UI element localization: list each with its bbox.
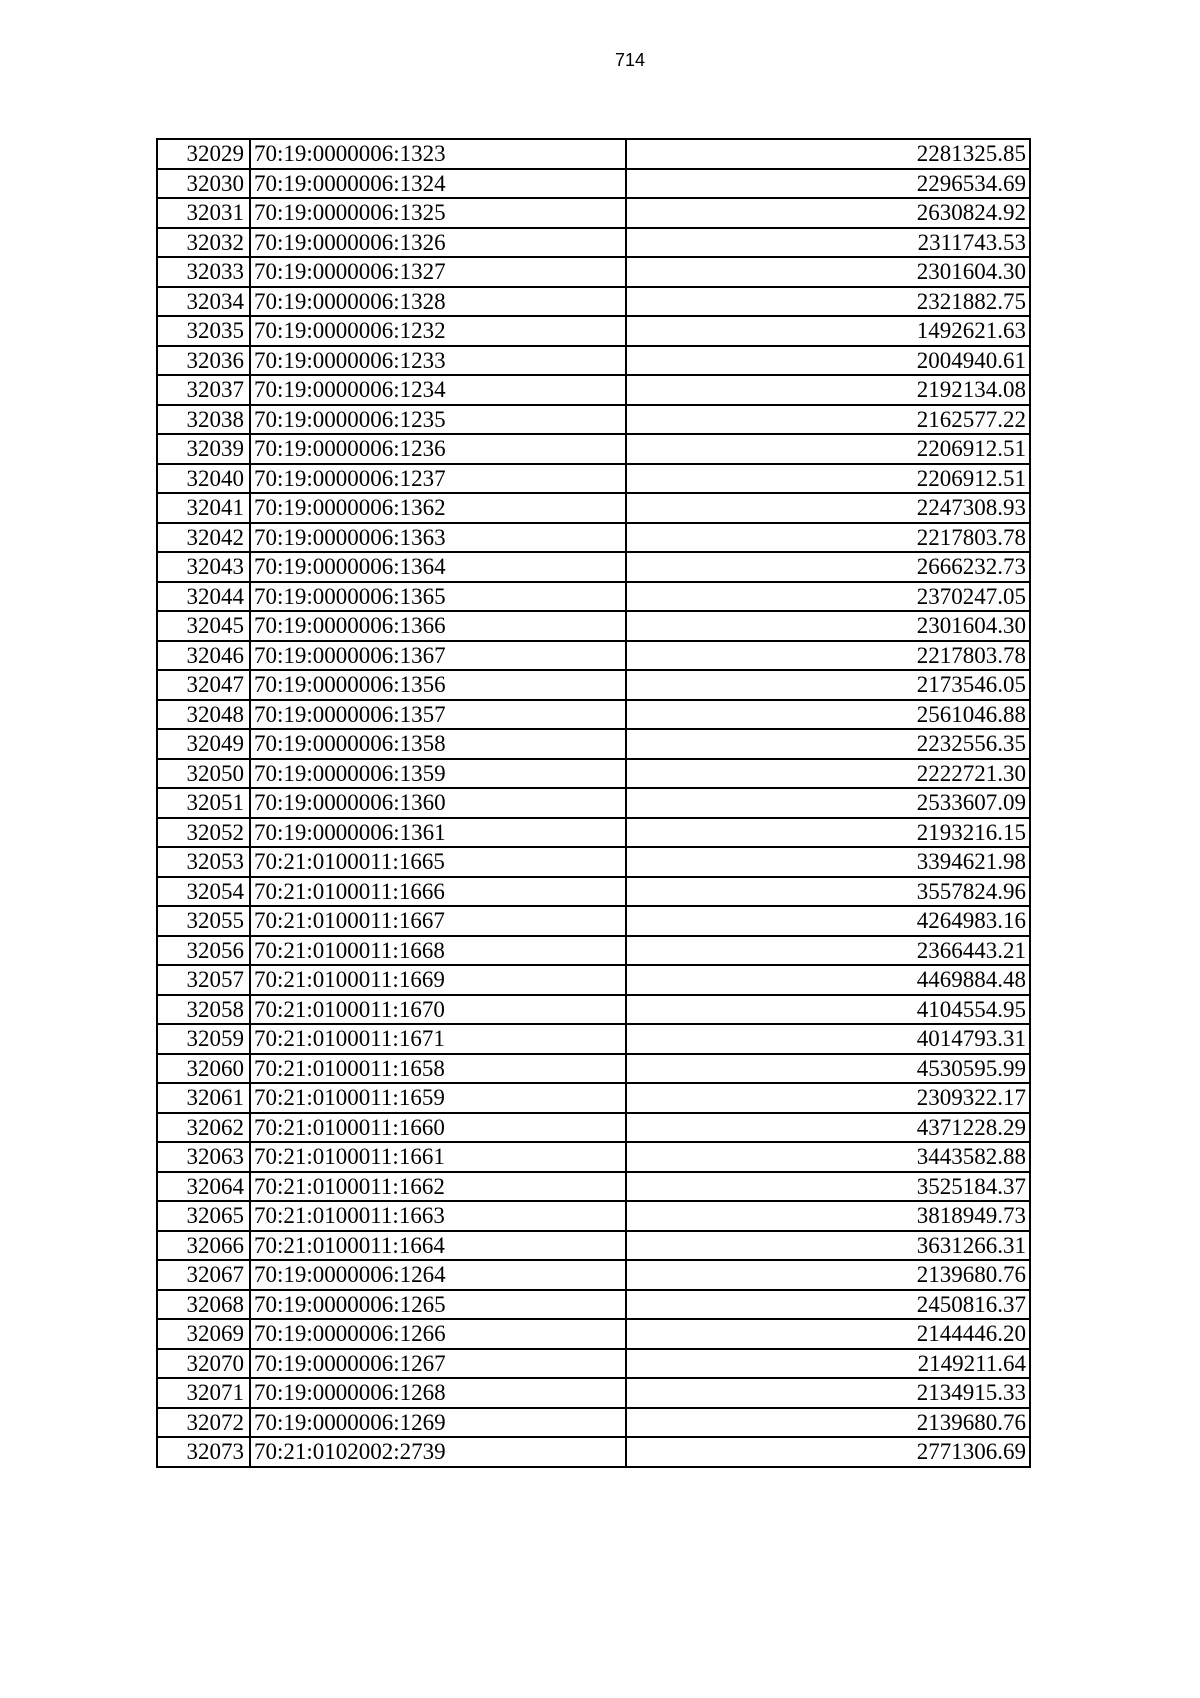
cadastral-number-cell: 70:19:0000006:1367	[250, 641, 626, 671]
row-number-cell: 32042	[157, 523, 250, 553]
table-row	[157, 493, 1030, 523]
row-number-cell: 32055	[157, 906, 250, 936]
table-row	[157, 700, 1030, 730]
cadastral-value-cell: 3394621.98	[626, 847, 1030, 877]
table-row	[157, 1201, 1030, 1231]
cadastral-value-cell: 4469884.48	[626, 965, 1030, 995]
cadastral-number-cell: 70:19:0000006:1325	[250, 198, 626, 228]
row-number-cell: 32071	[157, 1378, 250, 1408]
row-number-cell: 32040	[157, 464, 250, 494]
cadastral-table-wrapper	[156, 138, 1031, 1468]
cadastral-value-cell: 2232556.35	[626, 729, 1030, 759]
row-number-cell: 32054	[157, 877, 250, 907]
row-number-cell: 32044	[157, 582, 250, 612]
cadastral-value-cell: 2450816.37	[626, 1290, 1030, 1320]
table-row	[157, 1408, 1030, 1438]
table-row	[157, 1378, 1030, 1408]
cadastral-value-cell: 4104554.95	[626, 995, 1030, 1025]
cadastral-value-cell: 2139680.76	[626, 1408, 1030, 1438]
cadastral-number-cell: 70:19:0000006:1232	[250, 316, 626, 346]
cadastral-number-cell: 70:19:0000006:1235	[250, 405, 626, 435]
cadastral-value-cell: 2217803.78	[626, 523, 1030, 553]
row-number-cell: 32068	[157, 1290, 250, 1320]
cadastral-number-cell: 70:21:0100011:1664	[250, 1231, 626, 1261]
cadastral-value-cell: 2366443.21	[626, 936, 1030, 966]
table-row	[157, 228, 1030, 258]
row-number-cell: 32051	[157, 788, 250, 818]
table-row	[157, 523, 1030, 553]
cadastral-value-cell: 3557824.96	[626, 877, 1030, 907]
cadastral-number-cell: 70:19:0000006:1356	[250, 670, 626, 700]
table-row	[157, 995, 1030, 1025]
table-row	[157, 139, 1030, 169]
row-number-cell: 32069	[157, 1319, 250, 1349]
cadastral-table	[156, 138, 1031, 1468]
table-row	[157, 611, 1030, 641]
row-number-cell: 32058	[157, 995, 250, 1025]
cadastral-value-cell: 2771306.69	[626, 1437, 1030, 1467]
cadastral-value-cell: 2301604.30	[626, 257, 1030, 287]
cadastral-number-cell: 70:19:0000006:1265	[250, 1290, 626, 1320]
cadastral-number-cell: 70:19:0000006:1362	[250, 493, 626, 523]
cadastral-number-cell: 70:21:0100011:1665	[250, 847, 626, 877]
cadastral-value-cell: 3525184.37	[626, 1172, 1030, 1202]
table-row	[157, 1231, 1030, 1261]
cadastral-number-cell: 70:19:0000006:1236	[250, 434, 626, 464]
cadastral-number-cell: 70:19:0000006:1361	[250, 818, 626, 848]
cadastral-number-cell: 70:19:0000006:1357	[250, 700, 626, 730]
table-row	[157, 1172, 1030, 1202]
row-number-cell: 32070	[157, 1349, 250, 1379]
cadastral-number-cell: 70:19:0000006:1366	[250, 611, 626, 641]
table-row	[157, 847, 1030, 877]
row-number-cell: 32073	[157, 1437, 250, 1467]
cadastral-number-cell: 70:21:0100011:1667	[250, 906, 626, 936]
cadastral-number-cell: 70:19:0000006:1233	[250, 346, 626, 376]
cadastral-number-cell: 70:21:0100011:1671	[250, 1024, 626, 1054]
cadastral-value-cell: 2301604.30	[626, 611, 1030, 641]
row-number-cell: 32072	[157, 1408, 250, 1438]
cadastral-value-cell: 2192134.08	[626, 375, 1030, 405]
cadastral-value-cell: 2630824.92	[626, 198, 1030, 228]
row-number-cell: 32030	[157, 169, 250, 199]
cadastral-value-cell: 2004940.61	[626, 346, 1030, 376]
cadastral-number-cell: 70:21:0100011:1668	[250, 936, 626, 966]
cadastral-value-cell: 2206912.51	[626, 434, 1030, 464]
row-number-cell: 32059	[157, 1024, 250, 1054]
table-row	[157, 287, 1030, 317]
cadastral-number-cell: 70:19:0000006:1326	[250, 228, 626, 258]
row-number-cell: 32049	[157, 729, 250, 759]
row-number-cell: 32064	[157, 1172, 250, 1202]
table-row	[157, 1054, 1030, 1084]
cadastral-number-cell: 70:19:0000006:1323	[250, 139, 626, 169]
cadastral-number-cell: 70:21:0100011:1663	[250, 1201, 626, 1231]
cadastral-number-cell: 70:19:0000006:1359	[250, 759, 626, 789]
row-number-cell: 32053	[157, 847, 250, 877]
cadastral-number-cell: 70:19:0000006:1267	[250, 1349, 626, 1379]
row-number-cell: 32067	[157, 1260, 250, 1290]
cadastral-number-cell: 70:19:0000006:1327	[250, 257, 626, 287]
row-number-cell: 32032	[157, 228, 250, 258]
cadastral-number-cell: 70:21:0100011:1658	[250, 1054, 626, 1084]
table-row	[157, 1260, 1030, 1290]
table-row	[157, 906, 1030, 936]
table-row	[157, 198, 1030, 228]
table-row	[157, 434, 1030, 464]
cadastral-number-cell: 70:19:0000006:1237	[250, 464, 626, 494]
row-number-cell: 32036	[157, 346, 250, 376]
row-number-cell: 32038	[157, 405, 250, 435]
table-row	[157, 464, 1030, 494]
table-row	[157, 552, 1030, 582]
cadastral-number-cell: 70:21:0100011:1670	[250, 995, 626, 1025]
cadastral-number-cell: 70:19:0000006:1324	[250, 169, 626, 199]
cadastral-value-cell: 2222721.30	[626, 759, 1030, 789]
table-body	[157, 139, 1030, 1467]
cadastral-value-cell: 2173546.05	[626, 670, 1030, 700]
row-number-cell: 32057	[157, 965, 250, 995]
cadastral-value-cell: 1492621.63	[626, 316, 1030, 346]
table-row	[157, 818, 1030, 848]
cadastral-number-cell: 70:19:0000006:1268	[250, 1378, 626, 1408]
row-number-cell: 32045	[157, 611, 250, 641]
row-number-cell: 32041	[157, 493, 250, 523]
row-number-cell: 32066	[157, 1231, 250, 1261]
row-number-cell: 32048	[157, 700, 250, 730]
cadastral-number-cell: 70:21:0100011:1666	[250, 877, 626, 907]
row-number-cell: 32065	[157, 1201, 250, 1231]
cadastral-number-cell: 70:19:0000006:1266	[250, 1319, 626, 1349]
cadastral-number-cell: 70:21:0100011:1659	[250, 1083, 626, 1113]
row-number-cell: 32060	[157, 1054, 250, 1084]
table-row	[157, 1142, 1030, 1172]
table-row	[157, 759, 1030, 789]
cadastral-number-cell: 70:21:0100011:1661	[250, 1142, 626, 1172]
cadastral-value-cell: 2666232.73	[626, 552, 1030, 582]
cadastral-value-cell: 2149211.64	[626, 1349, 1030, 1379]
cadastral-value-cell: 2561046.88	[626, 700, 1030, 730]
cadastral-value-cell: 4264983.16	[626, 906, 1030, 936]
cadastral-value-cell: 2217803.78	[626, 641, 1030, 671]
cadastral-value-cell: 4530595.99	[626, 1054, 1030, 1084]
cadastral-number-cell: 70:21:0102002:2739	[250, 1437, 626, 1467]
cadastral-number-cell: 70:19:0000006:1365	[250, 582, 626, 612]
cadastral-number-cell: 70:19:0000006:1234	[250, 375, 626, 405]
cadastral-number-cell: 70:19:0000006:1364	[250, 552, 626, 582]
row-number-cell: 32033	[157, 257, 250, 287]
table-row	[157, 169, 1030, 199]
cadastral-value-cell: 3443582.88	[626, 1142, 1030, 1172]
table-row	[157, 257, 1030, 287]
row-number-cell: 32037	[157, 375, 250, 405]
table-row	[157, 316, 1030, 346]
cadastral-value-cell: 2193216.15	[626, 818, 1030, 848]
table-row	[157, 670, 1030, 700]
table-row	[157, 1290, 1030, 1320]
cadastral-number-cell: 70:19:0000006:1269	[250, 1408, 626, 1438]
table-row	[157, 965, 1030, 995]
cadastral-value-cell: 3818949.73	[626, 1201, 1030, 1231]
cadastral-number-cell: 70:19:0000006:1264	[250, 1260, 626, 1290]
table-row	[157, 936, 1030, 966]
row-number-cell: 32043	[157, 552, 250, 582]
table-row	[157, 405, 1030, 435]
cadastral-value-cell: 3631266.31	[626, 1231, 1030, 1261]
row-number-cell: 32061	[157, 1083, 250, 1113]
cadastral-value-cell: 2139680.76	[626, 1260, 1030, 1290]
table-row	[157, 1083, 1030, 1113]
table-row	[157, 582, 1030, 612]
row-number-cell: 32031	[157, 198, 250, 228]
cadastral-value-cell: 4371228.29	[626, 1113, 1030, 1143]
cadastral-value-cell: 2370247.05	[626, 582, 1030, 612]
cadastral-number-cell: 70:19:0000006:1358	[250, 729, 626, 759]
row-number-cell: 32063	[157, 1142, 250, 1172]
table-row	[157, 1437, 1030, 1467]
cadastral-value-cell: 2533607.09	[626, 788, 1030, 818]
row-number-cell: 32062	[157, 1113, 250, 1143]
table-row	[157, 375, 1030, 405]
table-row	[157, 877, 1030, 907]
cadastral-value-cell: 2134915.33	[626, 1378, 1030, 1408]
table-row	[157, 1024, 1030, 1054]
table-row	[157, 1349, 1030, 1379]
row-number-cell: 32039	[157, 434, 250, 464]
row-number-cell: 32034	[157, 287, 250, 317]
cadastral-value-cell: 4014793.31	[626, 1024, 1030, 1054]
table-row	[157, 641, 1030, 671]
cadastral-value-cell: 2162577.22	[626, 405, 1030, 435]
cadastral-value-cell: 2144446.20	[626, 1319, 1030, 1349]
table-row	[157, 729, 1030, 759]
table-row	[157, 788, 1030, 818]
table-row	[157, 1113, 1030, 1143]
cadastral-value-cell: 2321882.75	[626, 287, 1030, 317]
row-number-cell: 32050	[157, 759, 250, 789]
cadastral-number-cell: 70:19:0000006:1360	[250, 788, 626, 818]
cadastral-value-cell: 2247308.93	[626, 493, 1030, 523]
table-row	[157, 1319, 1030, 1349]
row-number-cell: 32029	[157, 139, 250, 169]
row-number-cell: 32047	[157, 670, 250, 700]
row-number-cell: 32052	[157, 818, 250, 848]
cadastral-number-cell: 70:19:0000006:1363	[250, 523, 626, 553]
page-number: 714	[614, 50, 646, 70]
cadastral-value-cell: 2281325.85	[626, 139, 1030, 169]
cadastral-number-cell: 70:21:0100011:1662	[250, 1172, 626, 1202]
table-row	[157, 346, 1030, 376]
cadastral-value-cell: 2296534.69	[626, 169, 1030, 199]
row-number-cell: 32035	[157, 316, 250, 346]
cadastral-number-cell: 70:21:0100011:1669	[250, 965, 626, 995]
cadastral-number-cell: 70:21:0100011:1660	[250, 1113, 626, 1143]
cadastral-number-cell: 70:19:0000006:1328	[250, 287, 626, 317]
cadastral-value-cell: 2309322.17	[626, 1083, 1030, 1113]
row-number-cell: 32056	[157, 936, 250, 966]
cadastral-value-cell: 2206912.51	[626, 464, 1030, 494]
cadastral-value-cell: 2311743.53	[626, 228, 1030, 258]
row-number-cell: 32046	[157, 641, 250, 671]
